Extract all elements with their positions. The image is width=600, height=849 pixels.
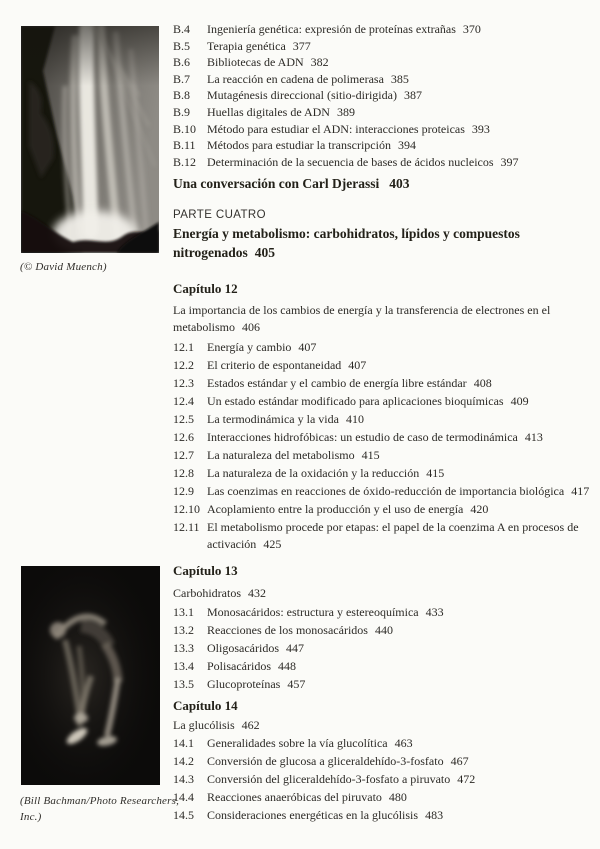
chapter-12-section: [173, 280, 598, 553]
toc-entry-page: 394: [397, 138, 416, 153]
toc-entry-number: 12.7: [173, 448, 194, 463]
toc-entry-page: 393: [471, 121, 490, 136]
toc-entry-page: 385: [390, 71, 409, 86]
toc-entry: [173, 789, 598, 806]
toc-entry: [173, 71, 598, 88]
chapter-14-heading: Capítulo 14: [173, 698, 238, 714]
part-page: 405: [254, 245, 276, 261]
chapter-12-heading: Capítulo 12: [173, 281, 238, 297]
toc-entry-page: 425: [263, 537, 282, 552]
toc-entry: [173, 501, 598, 518]
toc-entry: [173, 411, 598, 428]
toc-entry-number: B.11: [173, 138, 196, 153]
chapter-13-list: [173, 604, 598, 693]
toc-entry-number: 12.8: [173, 466, 194, 481]
toc-entry: [173, 87, 598, 104]
conversation-heading: [173, 175, 598, 193]
toc-entry-number: 13.1: [173, 605, 194, 620]
toc-entry: [173, 519, 598, 553]
toc-entry-page: 370: [462, 22, 481, 36]
toc-entry-title: Acoplamiento entre la producción y el uso de energía: [207, 502, 464, 517]
toc-entry-number: 12.5: [173, 412, 194, 427]
toc-entry-page: 415: [361, 448, 380, 463]
toc-entry-number: B.12: [173, 154, 197, 169]
toc-entry-number: 12.1: [173, 340, 194, 355]
toc-entry: [173, 393, 598, 410]
toc-entry-title: Ingeniería genética: expresión de proteínas extrañas: [207, 22, 456, 36]
toc-entry: [173, 21, 598, 38]
toc-entry-title: La reacción en cadena de polimerasa: [207, 71, 384, 86]
toc-entry-number: 12.11: [173, 520, 200, 535]
toc-entry-number: B.7: [173, 71, 191, 86]
toc-entry-page: 397: [500, 154, 519, 169]
part-title: Energía y metabolismo: carbohidratos, lípidos y compuestos nitrogenados: [173, 226, 520, 261]
toc-entry-number: 12.10: [173, 502, 200, 517]
waterfall-photo-credit: (© David Muench): [20, 261, 107, 273]
toc-entry-title: Energía y cambio: [207, 340, 292, 355]
toc-entry: [173, 429, 598, 446]
toc-entry-title: Consideraciones energéticas en la glucólisis: [207, 808, 419, 823]
toc-entry: [173, 658, 598, 675]
toc-entry-number: 14.3: [173, 772, 194, 787]
toc-entry-title: Monosacáridos: estructura y estereoquímica: [207, 605, 419, 620]
toc-entry: [173, 807, 598, 824]
toc-entry-number: B.8: [173, 88, 191, 103]
toc-entry: [173, 137, 598, 154]
toc-entry-title: Reacciones anaeróbicas del piruvato: [207, 790, 382, 805]
part-label: PARTE CUATRO: [173, 209, 266, 222]
toc-entry-title: Un estado estándar modificado para aplicaciones bioquímicas: [207, 394, 504, 409]
dancer-photo-credit-line1: (Bill Bachman/Photo Researchers,: [20, 795, 180, 807]
toc-entry-number: B.9: [173, 104, 191, 119]
toc-entry-number: B.6: [173, 55, 191, 70]
dancer-photo-credit-line2: Inc.): [20, 811, 42, 823]
toc-entry-title: Métodos para estudiar la transcripción: [207, 138, 391, 153]
toc-entry-title: Terapia genética: [207, 38, 286, 53]
toc-entry-number: 13.3: [173, 641, 194, 656]
toc-entry: [173, 38, 598, 55]
toc-entry-title: La termodinámica y la vida: [207, 412, 339, 427]
chapter-12-list: [173, 339, 598, 553]
conversation-page: 403: [389, 176, 410, 192]
toc-entry-page: 408: [473, 376, 492, 391]
toc-entry-page: 413: [524, 430, 543, 445]
toc-entry-title: La naturaleza del metabolismo: [207, 448, 355, 463]
toc-entry-title: Polisacáridos: [207, 659, 271, 674]
toc-entry-page: 463: [394, 736, 413, 751]
toc-entry-number: 14.5: [173, 808, 194, 823]
toc-column: [173, 21, 598, 825]
toc-entry-number: B.10: [173, 121, 197, 136]
toc-entry-number: B.5: [173, 38, 191, 53]
toc-entry: [173, 339, 598, 356]
appendix-b-list: [173, 21, 598, 170]
toc-entry-title: El criterio de espontaneidad: [207, 358, 342, 373]
part-title-heading: [173, 224, 598, 262]
toc-entry: [173, 104, 598, 121]
toc-entry-number: 13.4: [173, 659, 194, 674]
chapter-14-intro: [173, 717, 598, 734]
toc-entry-title: Conversión del gliceraldehído-3-fosfato a piruvato: [207, 772, 451, 787]
toc-entry-page: 389: [336, 104, 355, 119]
chapter-14-intro-title: La glucólisis: [173, 718, 235, 733]
toc-entry: [173, 604, 598, 621]
toc-entry-title: Conversión de glucosa a gliceraldehído-3-fosfato: [207, 754, 444, 769]
toc-entry-page: 433: [425, 605, 444, 620]
toc-entry-page: 467: [450, 754, 469, 769]
toc-entry: [173, 357, 598, 374]
toc-entry-title: Reacciones de los monosacáridos: [207, 623, 368, 638]
toc-entry-number: 12.9: [173, 484, 194, 499]
waterfall-photo: [21, 26, 159, 253]
toc-entry-number: 13.5: [173, 677, 194, 692]
toc-entry-number: 14.2: [173, 754, 194, 769]
toc-entry-page: 448: [278, 659, 296, 674]
toc-entry-number: 12.4: [173, 394, 194, 409]
ballet-dancer-photo: [21, 566, 160, 785]
toc-entry-number: 12.6: [173, 430, 194, 445]
toc-entry-title: Determinación de la secuencia de bases de ácidos nucleicos: [207, 154, 494, 169]
toc-entry: [173, 483, 598, 500]
toc-entry-number: B.4: [173, 22, 191, 36]
toc-entry: [173, 465, 598, 482]
chapter-14-intro-page: 462: [241, 718, 260, 733]
toc-entry-title: Huellas digitales de ADN: [207, 104, 330, 119]
toc-entry: [173, 771, 598, 788]
toc-entry: [173, 735, 598, 752]
toc-entry: [173, 640, 598, 657]
chapter-14-list: [173, 735, 598, 824]
toc-entry-title: El metabolismo procede por etapas: el papel de la coenzima A en procesos de activación: [207, 520, 579, 552]
toc-entry: [173, 154, 598, 171]
toc-entry: [173, 54, 598, 71]
conversation-title: Una conversación con Carl Djerassi: [173, 176, 380, 192]
toc-entry-title: Interacciones hidrofóbicas: un estudio de caso de termodinámica: [207, 430, 518, 445]
toc-entry-title: Bibliotecas de ADN: [207, 55, 304, 70]
toc-entry-number: 12.2: [173, 358, 194, 373]
chapter-14-section: [173, 697, 598, 824]
toc-entry-page: 420: [470, 502, 489, 517]
chapter-12-intro-page: 406: [242, 320, 260, 335]
toc-entry-number: 13.2: [173, 623, 194, 638]
toc-entry-title: Las coenzimas en reacciones de óxido-reducción de importancia biológica: [207, 484, 565, 499]
toc-entry-page: 382: [310, 55, 329, 70]
chapter-12-intro: [173, 302, 598, 336]
toc-entry-title: La naturaleza de la oxidación y la reducción: [207, 466, 420, 481]
ballet-dancer-photo-art: [21, 566, 160, 785]
chapter-13-section: [173, 562, 598, 693]
toc-entry-number: 14.4: [173, 790, 194, 805]
toc-entry-page: 457: [287, 677, 306, 692]
toc-entry-title: Método para estudiar el ADN: interacciones proteicas: [207, 121, 465, 136]
chapter-13-heading: Capítulo 13: [173, 563, 238, 579]
toc-entry: [173, 121, 598, 138]
toc-entry-number: 14.1: [173, 736, 194, 751]
toc-entry: [173, 622, 598, 639]
toc-entry-page: 387: [403, 88, 422, 103]
toc-entry: [173, 375, 598, 392]
toc-entry-page: 480: [388, 790, 407, 805]
chapter-13-intro: [173, 585, 598, 602]
toc-entry-title: Mutagénesis direccional (sitio-dirigida): [207, 88, 397, 103]
toc-entry: [173, 676, 598, 693]
chapter-12-intro-title: La importancia de los cambios de energía y la transferencia de electrones en el metabolismo: [173, 303, 551, 335]
toc-entry-page: 483: [425, 808, 444, 823]
toc-entry-page: 377: [292, 38, 311, 53]
toc-entry-title: Estados estándar y el cambio de energía libre estándar: [207, 376, 467, 391]
toc-entry-page: 415: [426, 466, 445, 481]
toc-entry-page: 472: [457, 772, 476, 787]
toc-entry-title: Generalidades sobre la vía glucolítica: [207, 736, 388, 751]
toc-entry-page: 447: [285, 641, 304, 656]
toc-entry-page: 410: [345, 412, 364, 427]
toc-entry-page: 440: [374, 623, 393, 638]
toc-entry-page: 407: [298, 340, 317, 355]
toc-entry-title: Glucoproteínas: [207, 677, 281, 692]
toc-entry-page: 409: [510, 394, 529, 409]
toc-entry-title: Oligosacáridos: [207, 641, 279, 656]
toc-entry-page: 407: [348, 358, 367, 373]
chapter-13-intro-page: 432: [248, 586, 266, 601]
waterfall-photo-art: [21, 26, 159, 253]
toc-entry: [173, 753, 598, 770]
chapter-13-intro-title: Carbohidratos: [173, 586, 241, 601]
dancer-photo-credit: [20, 793, 182, 825]
toc-entry-page: 417: [571, 484, 590, 499]
toc-entry: [173, 447, 598, 464]
toc-entry-number: 12.3: [173, 376, 194, 391]
